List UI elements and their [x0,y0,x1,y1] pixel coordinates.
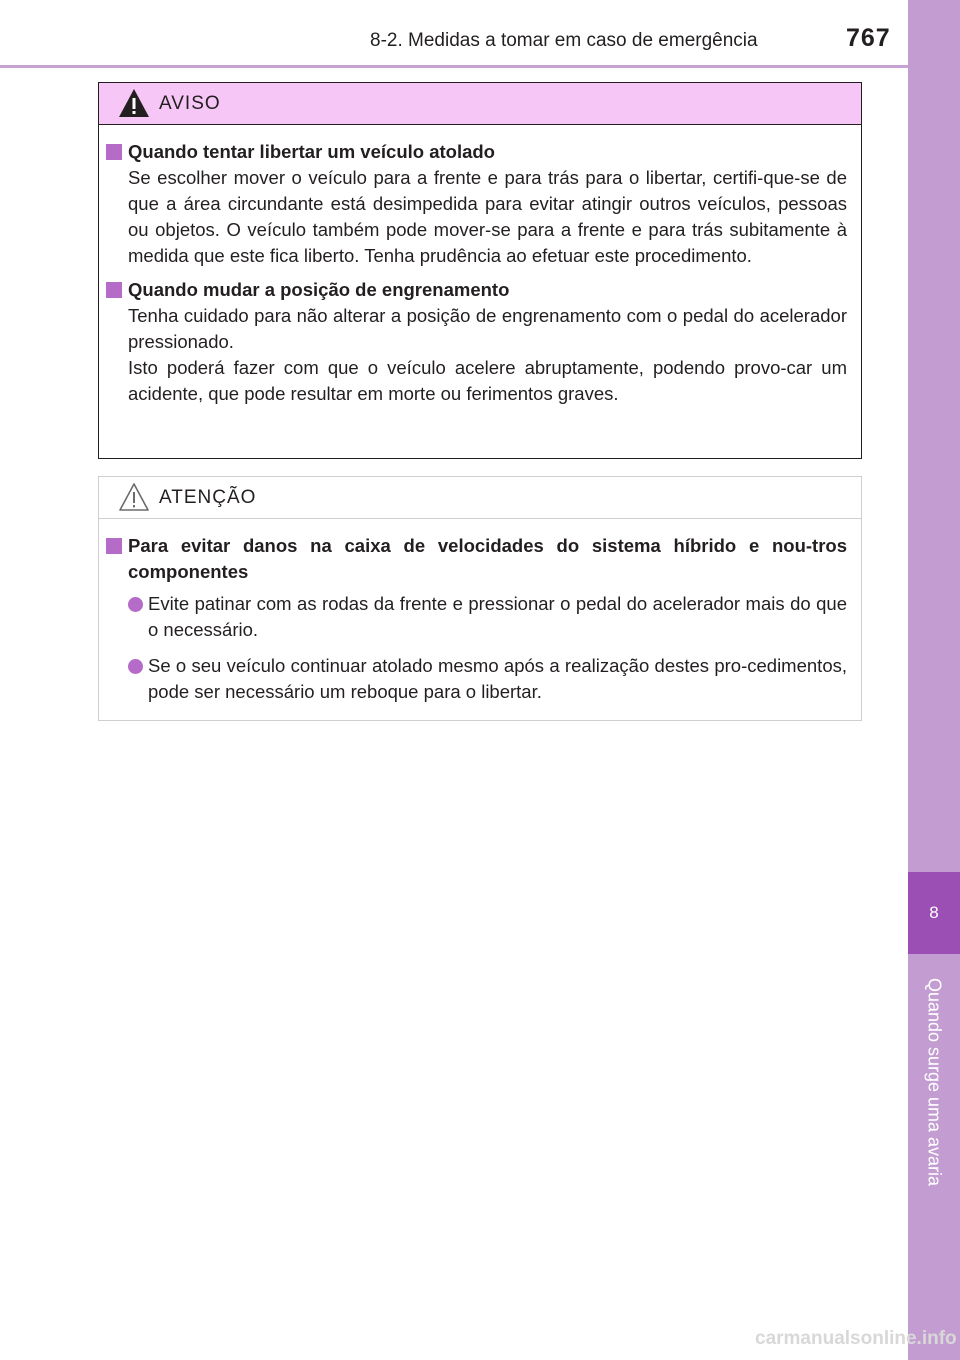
caution-bullet-1-text: Evite patinar com as rodas da frente e pressionar o pedal do acelerador mais do que o necessário. [148,593,847,640]
caution-section-title: Para evitar danos na caixa de velocidades do sistema híbrido e nou-tros componentes [128,535,847,582]
watermark: carmanualsonline.info [755,1328,957,1349]
warning-label: AVISO [159,93,221,114]
caution-bullet-2 [128,653,847,705]
warning-triangle-icon [117,87,151,119]
page-number: 767 [846,24,891,52]
warning-section-2-heading [106,277,847,303]
chapter-number: 8 [929,903,939,922]
header-divider [0,65,908,68]
caution-bullet-2-text: Se o seu veículo continuar atolado mesmo após a realização destes pro-cedimentos, pode ser necessário um reboque para o libertar. [148,655,847,702]
caution-header [99,477,861,519]
chapter-number-box [908,872,960,954]
warning-section-2-text-2: Isto poderá fazer com que o veículo acelere abruptamente, podendo provo-car um acidente, que pode resultar em morte ou ferimentos graves. [128,357,847,404]
round-bullet-icon [128,659,143,674]
warning-content [99,125,861,407]
warning-section-1-title: Quando tentar libertar um veículo atolado [128,141,495,162]
caution-triangle-icon [117,481,151,513]
caution-label: ATENÇÃO [159,487,257,508]
square-bullet-icon [106,144,122,160]
section-title: 8-2. Medidas a tomar em caso de emergência [370,30,758,51]
warning-header [99,83,861,125]
warning-section-1-text: Se escolher mover o veículo para a frente e para trás para o libertar, certifi-que-se de que a área circundante está desimpedida para evitar atingir outros veículos, pessoas ou objetos. O veículo também pode mover-se para a frente e para trás subitamente à medida que este fica liberto. Tenha prudência ao efetuar este procedimento. [128,167,847,266]
warning-section-2-title: Quando mudar a posição de engrenamento [128,279,510,300]
round-bullet-icon [128,597,143,612]
warning-box [98,82,862,459]
warning-section-2-text-1: Tenha cuidado para não alterar a posição de engrenamento com o pedal do acelerador pressionado. [128,305,847,352]
square-bullet-icon [106,282,122,298]
warning-section-1-heading [106,139,847,165]
chapter-title: Quando surge uma avaria [924,977,945,1187]
caution-content [99,519,861,705]
caution-section-heading [106,533,847,585]
square-bullet-icon [106,538,122,554]
caution-bullet-1 [128,591,847,643]
caution-box [98,476,862,721]
